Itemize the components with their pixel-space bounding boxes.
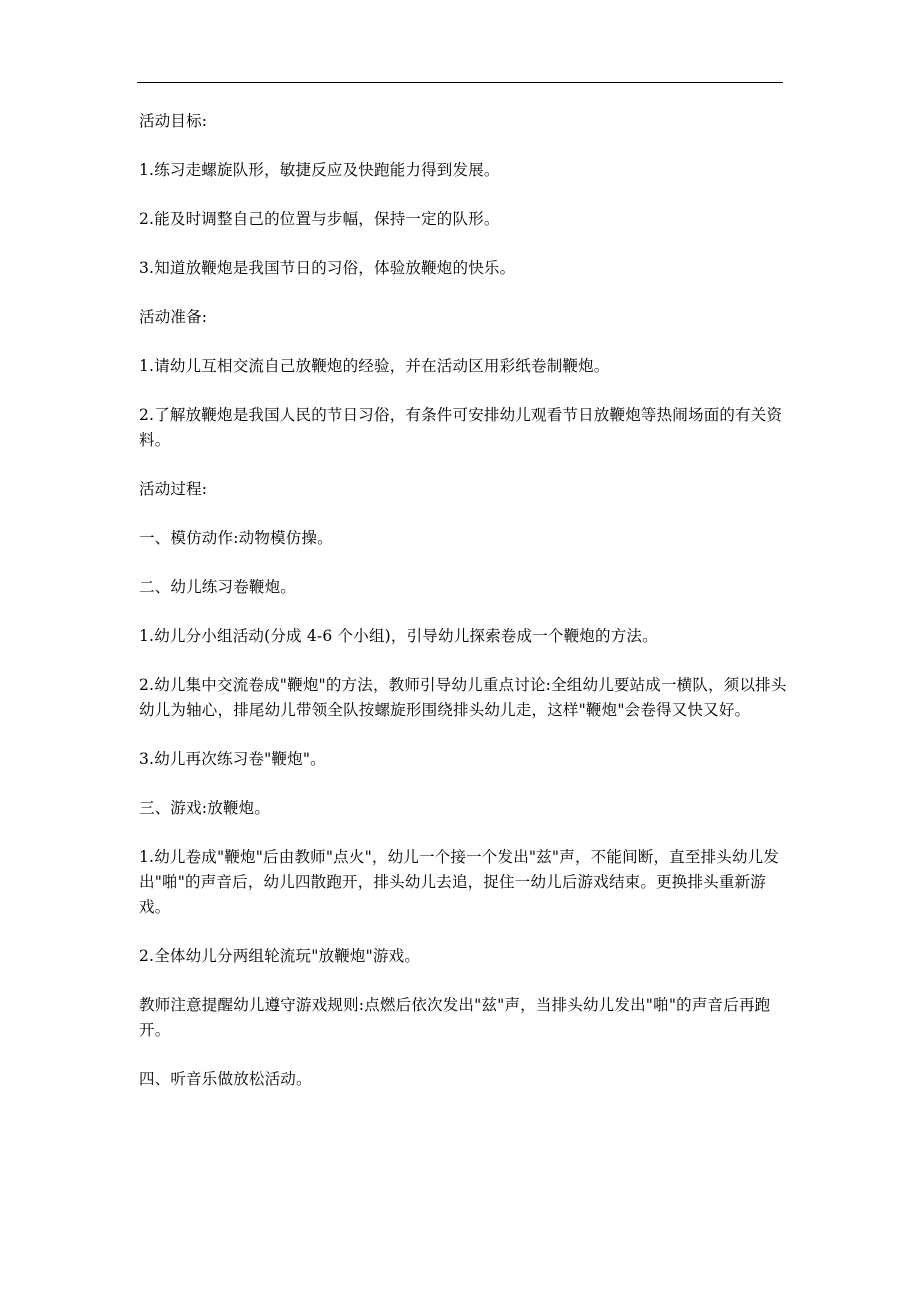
- process-step: 2.全体幼儿分两组轮流玩"放鞭炮"游戏。: [139, 947, 421, 965]
- heading-activity-goals: 活动目标:: [139, 112, 208, 130]
- preparation-item-2: 2.了解放鞭炮是我国人民的节日习俗，有条件可安排幼儿观看节日放鞭炮等热闹场面的有关资料。: [139, 406, 783, 449]
- header-rule: [137, 82, 783, 83]
- heading-activity-process: 活动过程:: [139, 480, 208, 498]
- process-section-4: 四、听音乐做放松活动。: [139, 1070, 312, 1088]
- heading-activity-preparation: 活动准备:: [139, 308, 208, 326]
- preparation-item-1: 1.请幼儿互相交流自己放鞭炮的经验，并在活动区用彩纸卷制鞭炮。: [139, 357, 610, 375]
- goal-item-3: 3.知道放鞭炮是我国节日的习俗，体验放鞭炮的快乐。: [139, 259, 516, 277]
- process-section-2: 二、幼儿练习卷鞭炮。: [139, 578, 297, 596]
- process-step: 2.幼儿集中交流卷成"鞭炮"的方法，教师引导幼儿重点讨论:全组幼儿要站成一横队，须以排头幼儿为轴心，排尾幼儿带领全队按螺旋形围绕排头幼儿走，这样"鞭炮"会卷得又快又好。: [139, 676, 787, 719]
- process-step: 3.幼儿再次练习卷"鞭炮"。: [139, 750, 326, 768]
- teacher-note: 教师注意提醒幼儿遵守游戏规则:点燃后依次发出"兹"声，当排头幼儿发出"啪"的声音后再跑开。: [139, 996, 771, 1039]
- document-body: [139, 109, 789, 1116]
- goal-item-2: 2.能及时调整自己的位置与步幅，保持一定的队形。: [139, 210, 500, 228]
- process-section-3: 三、游戏:放鞭炮。: [139, 799, 271, 817]
- process-section-1: 一、模仿动作:动物模仿操。: [139, 529, 333, 547]
- process-step: 1.幼儿卷成"鞭炮"后由教师"点火"，幼儿一个接一个发出"兹"声，不能间断，直至排头幼儿发出"啪"的声音后，幼儿四散跑开，排头幼儿去追，捉住一幼儿后游戏结束。更换排头重新游戏。: [139, 848, 780, 916]
- process-step: 1.幼儿分小组活动(分成 4-6 个小组)，引导幼儿探索卷成一个鞭炮的方法。: [139, 627, 658, 645]
- goal-item-1: 1.练习走螺旋队形，敏捷反应及快跑能力得到发展。: [139, 161, 500, 179]
